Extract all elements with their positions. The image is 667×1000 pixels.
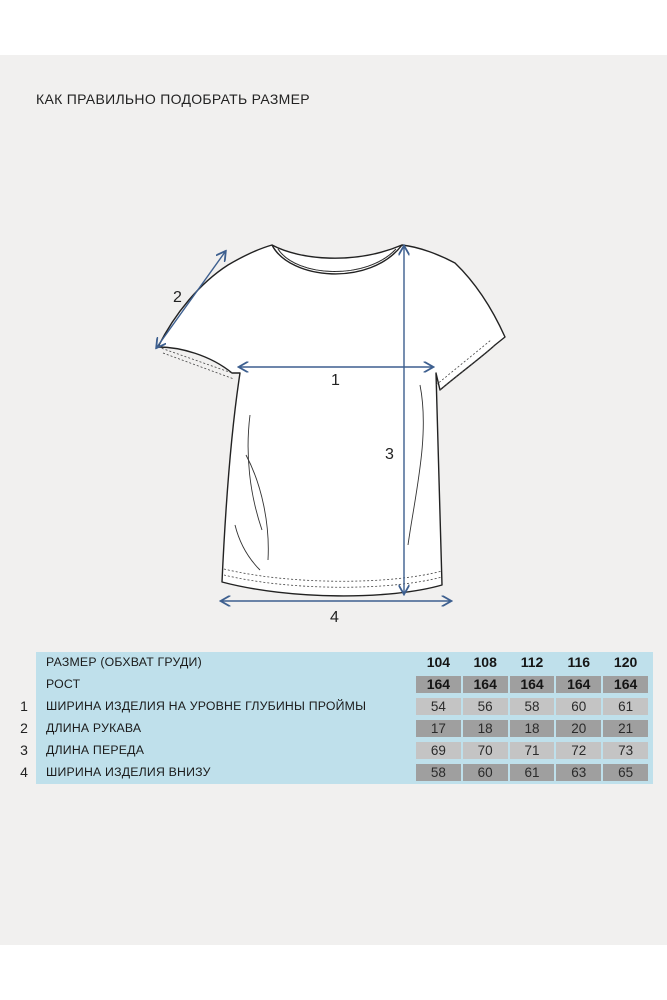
row-label: ШИРИНА ИЗДЕЛИЯ ВНИЗУ bbox=[36, 762, 411, 784]
value-cell: 120 bbox=[613, 654, 638, 671]
value-cell: 61 bbox=[510, 764, 555, 781]
value-cell: 20 bbox=[556, 720, 601, 737]
value-cell: 108 bbox=[473, 654, 497, 671]
row-number: 2 bbox=[20, 720, 28, 736]
row-number: 1 bbox=[20, 698, 28, 714]
row-label: ДЛИНА РУКАВА bbox=[36, 718, 411, 740]
row-label: ДЛИНА ПЕРЕДА bbox=[36, 740, 411, 762]
row-number bbox=[14, 652, 34, 674]
size-table-row bbox=[14, 718, 653, 740]
page-title: КАК ПРАВИЛЬНО ПОДОБРАТЬ РАЗМЕР bbox=[36, 91, 310, 107]
measure-label-1: 1 bbox=[331, 372, 340, 389]
value-cell: 164 bbox=[416, 676, 461, 693]
measure-label-4: 4 bbox=[330, 609, 339, 626]
size-table-row bbox=[14, 674, 653, 696]
row-number: 3 bbox=[20, 742, 28, 758]
row-values bbox=[411, 652, 653, 674]
row-values bbox=[411, 696, 653, 718]
value-cell: 63 bbox=[556, 764, 601, 781]
value-cell: 54 bbox=[416, 698, 461, 715]
measure-label-3: 3 bbox=[385, 446, 394, 463]
value-cell: 18 bbox=[463, 720, 508, 737]
value-cell: 17 bbox=[416, 720, 461, 737]
value-cell: 73 bbox=[603, 742, 648, 759]
row-values bbox=[411, 718, 653, 740]
row-label: ШИРИНА ИЗДЕЛИЯ НА УРОВНЕ ГЛУБИНЫ ПРОЙМЫ bbox=[36, 696, 411, 718]
size-table-row bbox=[14, 652, 653, 674]
row-number bbox=[14, 674, 34, 696]
value-cell: 70 bbox=[463, 742, 508, 759]
size-guide-card bbox=[0, 55, 667, 945]
measure-label-2: 2 bbox=[173, 289, 182, 306]
value-cell: 61 bbox=[603, 698, 648, 715]
size-table-row bbox=[14, 740, 653, 762]
row-number: 4 bbox=[20, 764, 28, 780]
value-cell: 72 bbox=[556, 742, 601, 759]
value-cell: 58 bbox=[510, 698, 555, 715]
value-cell: 58 bbox=[416, 764, 461, 781]
value-cell: 104 bbox=[426, 654, 451, 671]
value-cell: 56 bbox=[463, 698, 508, 715]
value-cell: 60 bbox=[556, 698, 601, 715]
value-cell: 69 bbox=[416, 742, 461, 759]
value-cell: 164 bbox=[556, 676, 601, 693]
value-cell: 116 bbox=[567, 654, 591, 671]
value-cell: 71 bbox=[510, 742, 555, 759]
size-table-row bbox=[14, 696, 653, 718]
value-cell: 65 bbox=[603, 764, 648, 781]
value-cell: 112 bbox=[520, 654, 544, 671]
value-cell: 164 bbox=[510, 676, 555, 693]
value-cell: 18 bbox=[510, 720, 555, 737]
row-values bbox=[411, 740, 653, 762]
row-values bbox=[411, 674, 653, 696]
value-cell: 60 bbox=[463, 764, 508, 781]
tshirt-outline bbox=[158, 245, 505, 596]
value-cell: 21 bbox=[603, 720, 648, 737]
row-label: РОСТ bbox=[36, 674, 411, 696]
tshirt-measurement-diagram bbox=[0, 55, 667, 695]
row-label: РАЗМЕР (ОБХВАТ ГРУДИ) bbox=[36, 652, 411, 674]
value-cell: 164 bbox=[603, 676, 648, 693]
value-cell: 164 bbox=[463, 676, 508, 693]
row-values bbox=[411, 762, 653, 784]
size-table-row bbox=[14, 762, 653, 784]
